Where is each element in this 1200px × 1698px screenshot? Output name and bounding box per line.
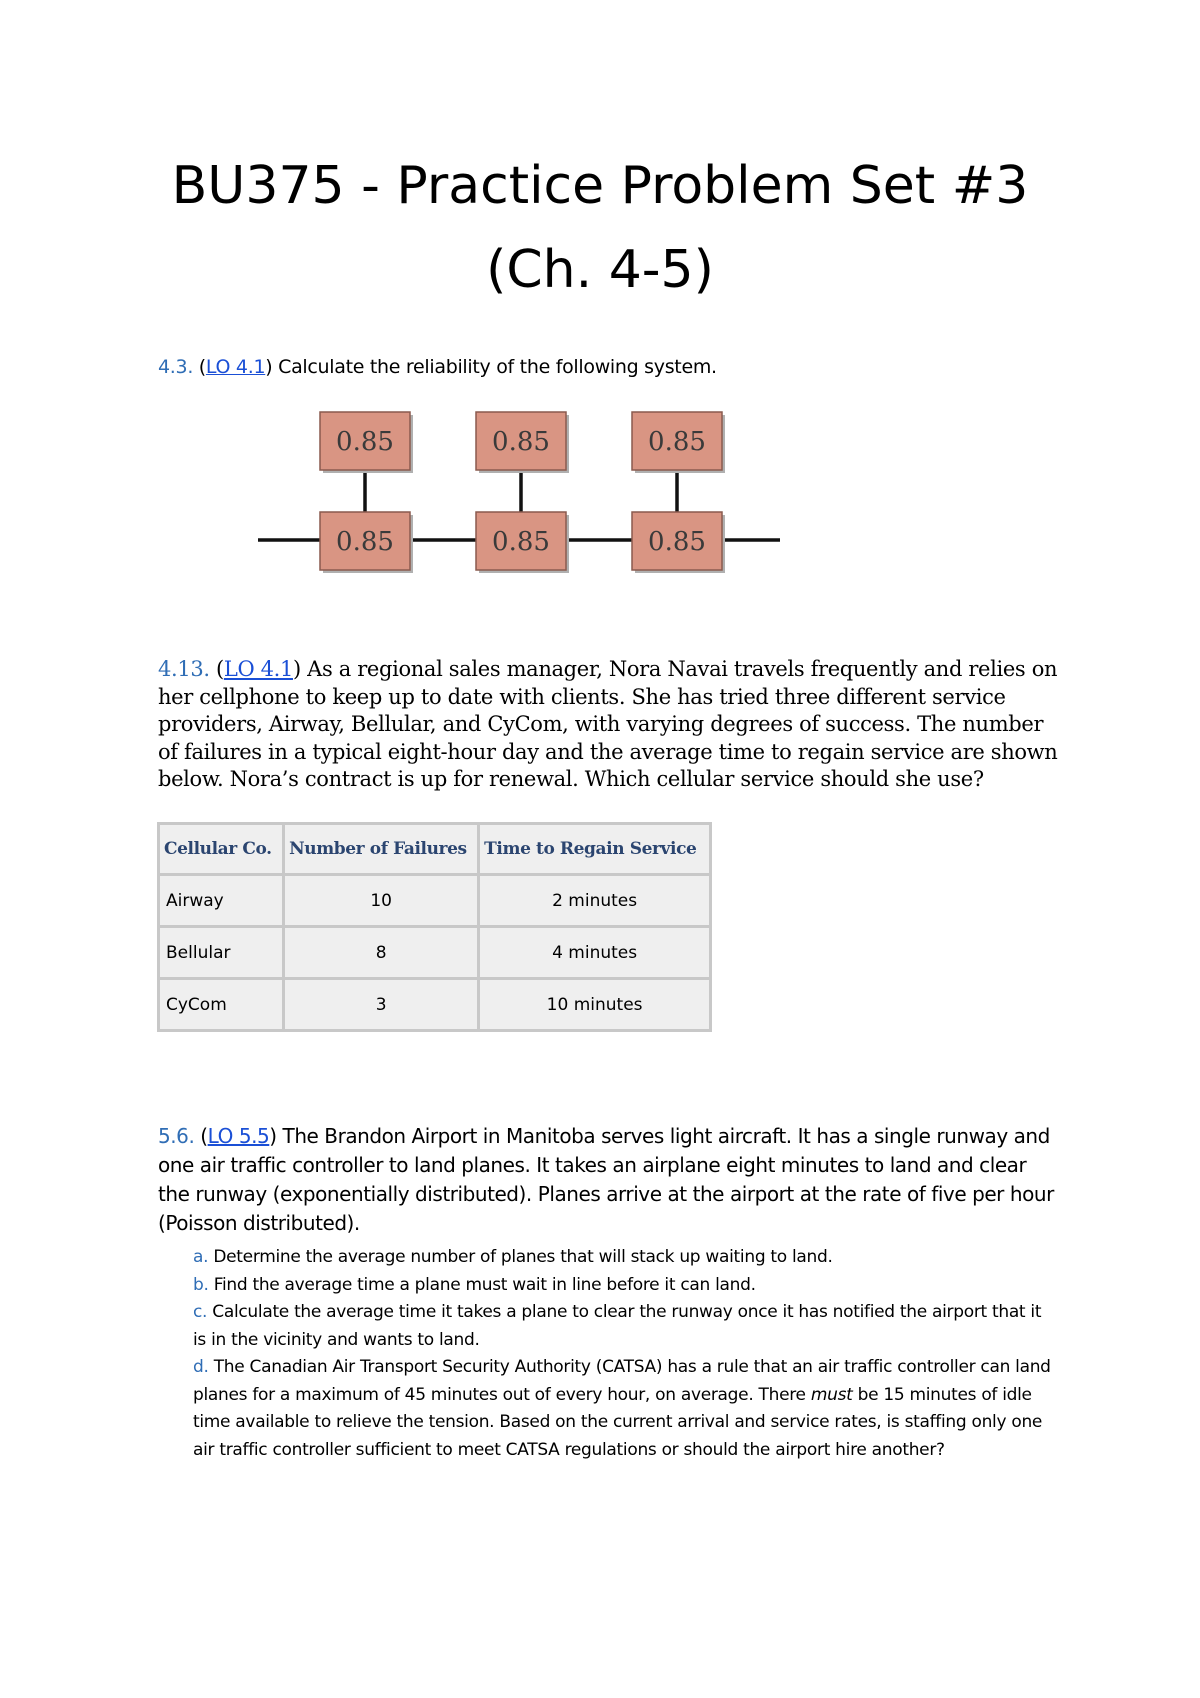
column-header: Time to Regain Service [479, 824, 711, 875]
problem-number: 4.3. [158, 356, 194, 378]
component-reliability-value: 0.85 [336, 527, 394, 557]
component-reliability-value: 0.85 [648, 527, 706, 557]
table-cell: 10 minutes [479, 979, 711, 1031]
problem-number: 4.13. [158, 657, 210, 681]
table-cell: 4 minutes [479, 927, 711, 979]
lo-link[interactable]: LO 4.1 [205, 356, 266, 378]
sub-question-text: be 15 minutes of idle time available to relieve the tension. Based on the current arrival and service rates, is staffing only one air traffic controller sufficient to meet CATSA regulations or should the airport hire another? [193, 1384, 1043, 1460]
sub-question-b [193, 1272, 1053, 1300]
problem-5-6: 5.6. (LO 5.5) The Brandon Airport in Manitoba serves light aircraft. It has a single runway and one air traffic controller to land planes. It takes an airplane eight minutes to land and clear the runway (exponentially distributed). Planes arrive at the airport at the rate of five per hour (Poisson distributed). [158, 1124, 1054, 1235]
component-reliability-value: 0.85 [492, 427, 550, 457]
emphasis-text: must [810, 1384, 853, 1405]
sub-question-c [193, 1299, 1053, 1354]
table-cell: 3 [284, 979, 479, 1031]
sub-question-text: Find the average time a plane must wait in line before it can land. [213, 1274, 756, 1295]
title-line-1: BU375 - Practice Problem Set #3 [171, 156, 1029, 216]
component-box-bottom [476, 512, 569, 573]
problem-4-3: 4.3. (LO 4.1) Calculate the reliability of the following system. [158, 356, 717, 378]
problem-text: The Brandon Airport in Manitoba serves light aircraft. It has a single runway and one air traffic controller to land planes. It takes an airplane eight minutes to land and clear the runway (exponentially distributed). Planes arrive at the airport at the rate of five per hour (Poisson distributed). [158, 1124, 1054, 1235]
table-header-row [159, 824, 711, 875]
sub-question-d [193, 1354, 1053, 1464]
component-box-bottom [632, 512, 725, 573]
lo-link[interactable]: LO 5.5 [207, 1124, 270, 1148]
component-box-top [476, 412, 569, 473]
table-cell: 2 minutes [479, 875, 711, 927]
page-title [100, 144, 1100, 312]
sub-question-a [193, 1244, 1053, 1272]
title-line-2: (Ch. 4-5) [486, 240, 714, 300]
lo-link[interactable]: LO 4.1 [223, 657, 293, 681]
reliability-system-diagram [258, 398, 788, 583]
table-cell: 8 [284, 927, 479, 979]
component-box-bottom [320, 512, 413, 573]
table-cell: 10 [284, 875, 479, 927]
sub-question-letter: b. [193, 1274, 209, 1295]
component-box-top [320, 412, 413, 473]
column-header: Cellular Co. [159, 824, 284, 875]
table-row [159, 927, 711, 979]
component-box-top [632, 412, 725, 473]
sub-question-letter: a. [193, 1247, 209, 1267]
component-reliability-value: 0.85 [336, 427, 394, 457]
sub-question-text: Determine the average number of planes that will stack up waiting to land. [213, 1247, 833, 1267]
sub-question-text: The Canadian Air Transport Security Authority (CATSA) has a rule that an air traffic controller can land planes for a maximum of 45 minutes out of every hour, on average. There [193, 1357, 1051, 1405]
table-cell: Airway [159, 875, 284, 927]
table-cell: CyCom [159, 979, 284, 1031]
component-reliability-value: 0.85 [492, 527, 550, 557]
table-cell: Bellular [159, 927, 284, 979]
cellular-service-table [157, 822, 712, 1032]
table-row [159, 875, 711, 927]
problem-text: As a regional sales manager, Nora Navai travels frequently and relies on her cellphone to keep up to date with clients. She has tried three different service providers, Airway, Bellular, and CyCom, with varying degrees of success. The number of failures in a typical eight-hour day and the average time to regain service are shown below. Nora’s contract is up for renewal. Which cellular service should she use? [158, 657, 1058, 791]
column-header: Number of Failures [284, 824, 479, 875]
sub-question-letter: d. [193, 1357, 209, 1377]
component-reliability-value: 0.85 [648, 427, 706, 457]
table-row [159, 979, 711, 1031]
sub-question-letter: c. [193, 1302, 208, 1322]
problem-4-13: 4.13. (LO 4.1) As a regional sales manager, Nora Navai travels frequently and relies on her cellphone to keep up to date with clients. She has tried three different service providers, Airway, Bellular, and CyCom, with varying degrees of success. The number of failures in a typical eight-hour day and the average time to regain service are shown below. Nora’s contract is up for renewal. Which cellular service should she use? [158, 657, 1058, 791]
sub-question-list [193, 1244, 1053, 1464]
problem-number: 5.6. [158, 1124, 195, 1148]
problem-text: Calculate the reliability of the following system. [278, 356, 717, 378]
sub-question-text: Calculate the average time it takes a plane to clear the runway once it has notified the airport that it is in the vicinity and wants to land. [193, 1302, 1042, 1350]
